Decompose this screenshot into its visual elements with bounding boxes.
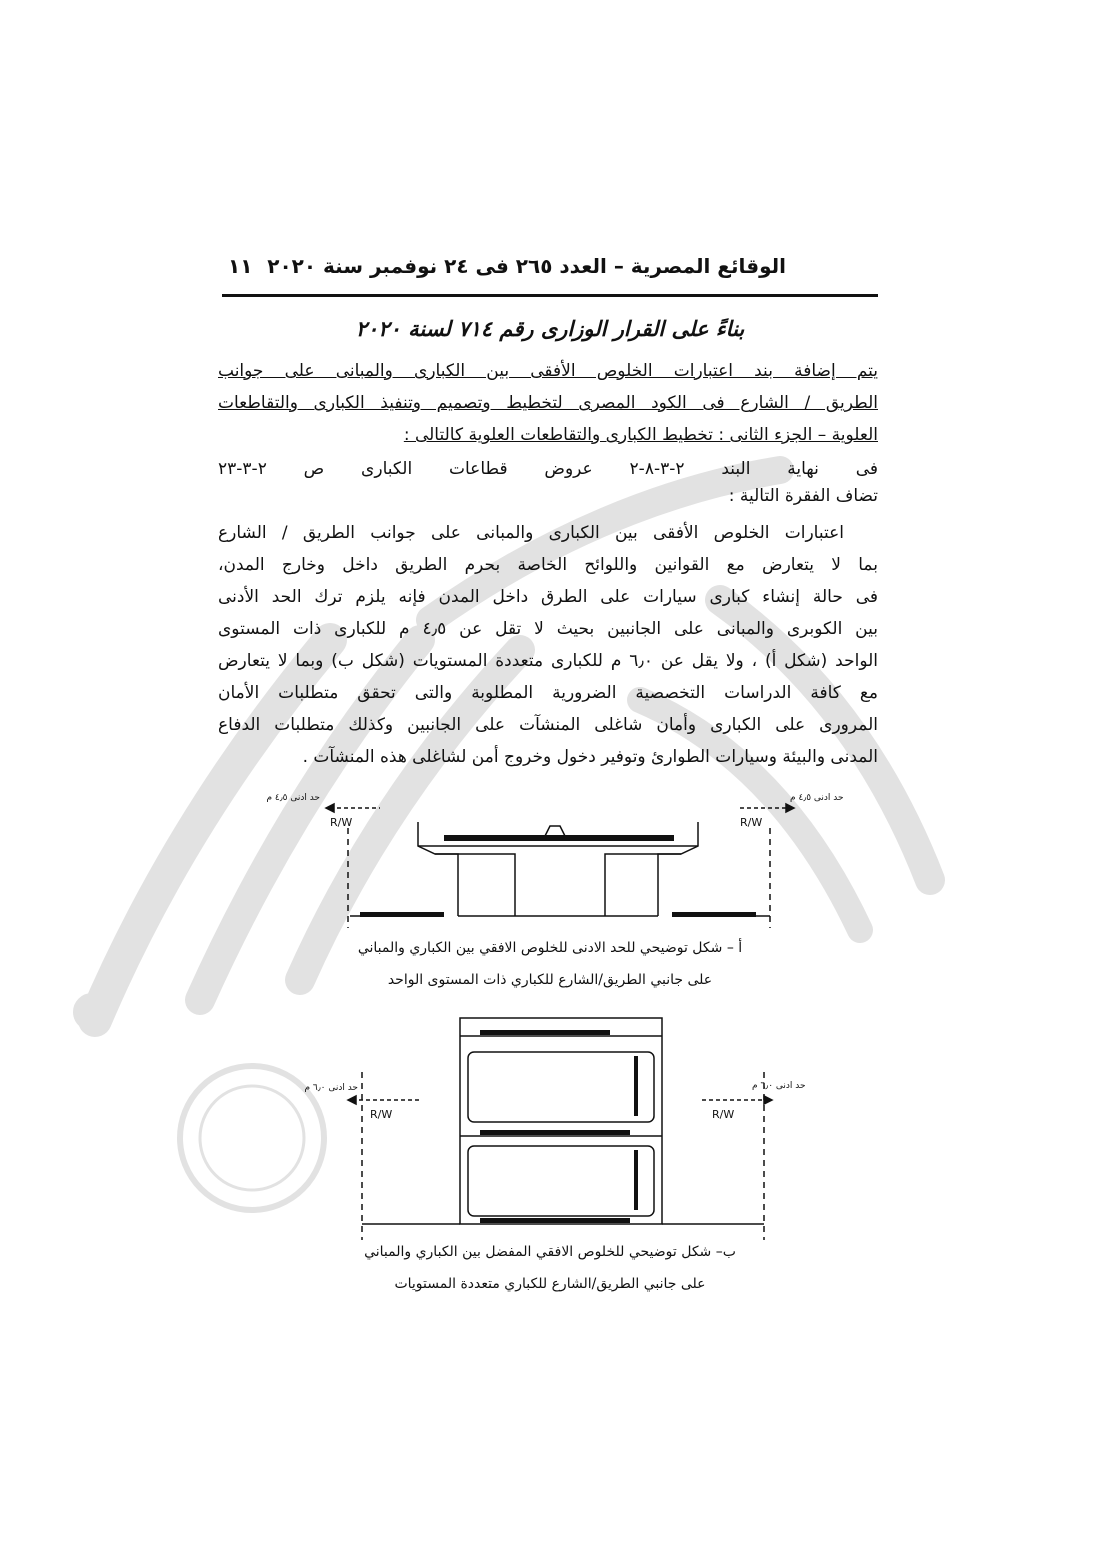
figure-b-rw-right: R/W	[712, 1108, 735, 1121]
intro-line: العلوية – الجزء الثانى : تخطيط الكبارى والتقاطعات العلوية كالتالى :	[403, 425, 878, 445]
body-line: مع كافة الدراسات التخصصية الضرورية المطلوبة والتى تحقق متطلبات الأمان	[218, 683, 878, 703]
gazette-header	[222, 250, 878, 292]
figure-b-multi-level-bridge	[304, 1012, 806, 1240]
figure-a-rw-left: R/W	[330, 816, 353, 829]
figure-b-left-label: حد ادنى ٦٫٠ م	[304, 1083, 358, 1093]
clause-paragraph	[218, 456, 878, 510]
figure-a-right-label: حد ادنى ٤٫٥ م	[790, 793, 844, 803]
page-number: ١١	[228, 254, 253, 278]
figure-a-single-level-bridge	[266, 788, 844, 938]
clause-line: تضاف الفقرة التالية :	[728, 486, 878, 506]
body-line: بما لا يتعارض مع القوانين واللوائح الخاصة بحرم الطريق داخل وخارج المدن،	[218, 555, 878, 575]
figure-b-caption-line2: على جانبي الطريق/الشارع للكباري متعددة المستويات	[394, 1276, 706, 1292]
figure-b-caption-line1: ب– شكل توضيحي للخلوص الافقي المفضل بين الكباري والمباني	[364, 1244, 736, 1260]
figure-a-caption-line1: أ – شكل توضيحي للحد الادنى للخلوص الافقي بين الكباري والمباني	[357, 940, 743, 956]
header-divider	[222, 294, 878, 297]
body-line: الواحد (شكل أ) ، ولا يقل عن ٦٫٠ م للكبارى متعددة المستويات (شكل ب) وبما لا يتعارض	[218, 651, 879, 671]
decree-title: بناءً على القرار الوزارى رقم ٧١٤ لسنة ٢٠٢٠	[355, 317, 745, 341]
body-line: المرورى على الكبارى وأمان شاغلى المنشآت على الجانبين وكذلك متطلبات الدفاع	[218, 715, 878, 735]
body-line: بين الكوبرى والمبانى على الجانبين بحيث لا تقل عن ٤٫٥ م للكبارى ذات المستوى	[218, 619, 878, 639]
gazette-title: الوقائع المصرية – العدد ٢٦٥ فى ٢٤ نوفمبر سنة ٢٠٢٠	[267, 254, 786, 278]
figure-b-right-label: حد ادنى ٦٫٠ م	[752, 1081, 806, 1091]
body-line: اعتبارات الخلوص الأفقى بين الكبارى والمبانى على جوانب الطريق / الشارع	[218, 523, 844, 543]
body-paragraph	[218, 517, 878, 773]
body-line: فى حالة إنشاء كبارى سيارات على الطرق داخل المدن فإنه يلزم ترك الحد الأدنى	[218, 587, 878, 607]
intro-line: الطريق / الشارع فى الكود المصرى لتخطيط وتصميم وتنفيذ الكبارى والتقاطعات	[218, 393, 878, 413]
figure-b-rw-left: R/W	[370, 1108, 393, 1121]
intro-line: يتم إضافة بند اعتبارات الخلوص الأفقى بين الكبارى والمبانى على جوانب	[218, 361, 878, 381]
intro-paragraph	[218, 355, 878, 451]
figure-a-rw-right: R/W	[740, 816, 763, 829]
clause-line: فى نهاية البند ٢-٣-٨-٢ عروض قطاعات الكبارى ص ٢-٣-٢٣	[218, 459, 878, 479]
figure-a-caption-line2: على جانبي الطريق/الشارع للكباري ذات المستوى الواحد	[387, 972, 713, 988]
figure-a-left-label: حد ادنى ٤٫٥ م	[266, 793, 320, 803]
body-line: المدنى والبيئة وسيارات الطوارئ وتوفير دخول وخروج أمن لشاغلى هذه المنشآت .	[302, 747, 878, 767]
